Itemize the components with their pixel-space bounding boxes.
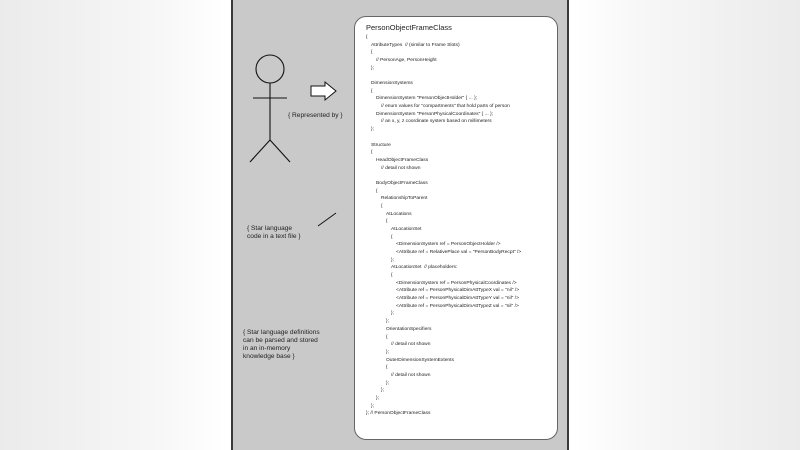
code-title: PersonObjectFrameClass	[366, 23, 452, 32]
code-line: <Attribute ref = PersonPhysicalDimAttTypeY val = "nil" />	[396, 296, 519, 302]
code-line: {	[366, 35, 368, 40]
code-line: AttributeTypes // (similar to Frame Slots)	[371, 42, 460, 48]
represented-by-label: { Represented by }	[288, 112, 343, 119]
star-language-file-label: { Star language code in a text file }	[247, 225, 301, 240]
star-definitions-label: { Star language definitions can be parsed and stored in an in-memory knowledge base }	[243, 329, 320, 360]
stick-figure-right-leg	[270, 140, 290, 162]
code-panel	[354, 16, 558, 440]
code-line: AtLocations	[386, 211, 412, 217]
code-line: <DimensionSystem ref = PersonPhysicalCoordinates />	[396, 280, 517, 286]
code-line: <DimensionSystem ref = PersonObjectHolder />	[396, 242, 501, 248]
code-line: {	[386, 334, 388, 340]
code-line: }; // PersonObjectFrameClass	[366, 411, 431, 417]
code-line: DimensionSystems	[371, 81, 413, 87]
code-line: RelationshipToParent	[381, 196, 428, 202]
code-line: };	[371, 127, 374, 133]
code-line: };	[376, 395, 379, 401]
code-line: {	[391, 273, 393, 279]
stick-figure-head	[256, 55, 284, 83]
code-line: };	[371, 403, 374, 409]
code-line: {	[386, 219, 388, 225]
code-line: };	[381, 388, 384, 394]
code-line: DimensionSystem "PersonPhysicalCoordinates" { ... };	[376, 111, 494, 117]
code-line: {	[391, 234, 393, 240]
code-line: DimensionSystem "PersonObjectHolder" { ... };	[376, 96, 478, 102]
code-line: <Attribute ref = PersonPhysicalDimAttTypeX val = "nil" />	[396, 288, 520, 294]
code-line: {	[371, 50, 373, 56]
right-arrow-icon	[311, 82, 336, 100]
code-line: // enum values for "compartments" that hold parts of person	[381, 104, 510, 110]
code-line: {	[371, 150, 373, 156]
code-line: // an x, y, z coordinate system based on millimeters	[381, 119, 492, 125]
code-line: // detail not shown	[381, 165, 421, 171]
code-line: {	[381, 203, 383, 209]
code-line: OrientationSpecifiers	[386, 326, 432, 332]
code-line: <Attribute ref = RelativePlace val = "PersonBodyRecpt" />	[396, 250, 522, 256]
code-line: };	[371, 65, 374, 71]
code-line: };	[391, 311, 394, 317]
code-line: AtLocationSet	[391, 227, 422, 232]
stick-figure	[250, 55, 290, 162]
code-line: <Attribute ref = PersonPhysicalDimAttTypeZ val = "nil" />	[396, 303, 519, 309]
code-line: {	[376, 188, 378, 194]
code-line: // detail not shown	[391, 342, 431, 348]
code-line: // detail not shown	[391, 372, 431, 378]
code-line: HeadObjectFrameClass	[376, 157, 429, 163]
code-line: };	[386, 380, 389, 386]
code-line: };	[386, 319, 389, 325]
stick-figure-left-leg	[250, 140, 270, 162]
code-line: AtLocationSet // placeholders:	[391, 265, 458, 271]
code-line: BodyObjectFrameClass	[376, 180, 428, 186]
connector-line	[318, 213, 336, 226]
code-line: OuterDimensionSystemExtents	[386, 357, 454, 363]
code-line: };	[391, 257, 394, 263]
code-line: {	[386, 365, 388, 371]
code-line: };	[386, 349, 389, 355]
code-line: {	[371, 88, 373, 94]
code-line: // PersonAge, PersonHeight	[376, 58, 437, 64]
code-line: Structure	[371, 142, 391, 148]
